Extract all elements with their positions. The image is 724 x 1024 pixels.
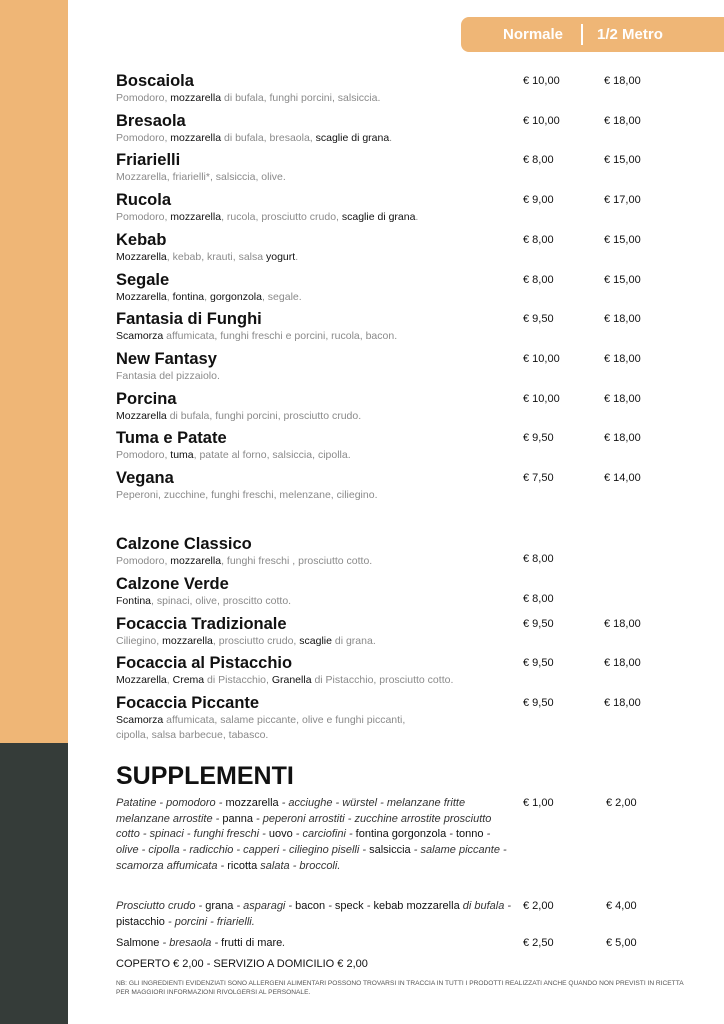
item-ingredients <box>116 673 516 688</box>
highlighted-ingredient: kebab <box>373 900 404 912</box>
menu-item <box>116 112 516 146</box>
item-name: New Fantasy <box>116 349 217 368</box>
item-ingredients <box>116 131 516 146</box>
ingredient-text: - acciughe - würstel - melanzane fritte melanzane arrostite - <box>116 797 466 825</box>
item-name: Focaccia Tradizionale <box>116 614 287 633</box>
ingredient-text: - peperoni arrostiti - zucchine arrostite prosciutto cotto - spinaci - funghi freschi - <box>116 812 492 841</box>
highlighted-ingredient: ricotta <box>227 859 258 872</box>
item-name: Calzone Classico <box>116 535 252 553</box>
supplement-group <box>116 899 516 930</box>
menu-item <box>116 694 516 743</box>
ingredient-text: di Pistacchio, <box>204 674 272 687</box>
highlighted-ingredient: Fontina <box>116 594 152 607</box>
highlighted-ingredient: mozzarella <box>170 211 222 224</box>
price-normal: € 9,50 <box>523 697 554 710</box>
highlighted-ingredient: Scamorza <box>116 330 164 343</box>
supplement-price-normal: € 2,00 <box>523 900 554 912</box>
highlighted-ingredient: Granella <box>271 674 312 687</box>
ingredient-text: - asparagi - <box>233 900 296 912</box>
item-name: Rucola <box>116 191 172 210</box>
supplement-price-half-meter: € 5,00 <box>606 937 637 949</box>
price-half-meter: € 15,00 <box>604 154 641 167</box>
highlighted-ingredient: Salmone <box>116 937 160 949</box>
highlighted-ingredient: frutti di mare <box>221 937 283 949</box>
item-ingredients <box>116 250 516 265</box>
highlighted-ingredient: gorgonzola <box>391 828 447 841</box>
highlighted-ingredient: Mozzarella <box>116 290 167 303</box>
price-half-meter: € 18,00 <box>604 352 641 365</box>
item-name: Kebab <box>116 230 167 249</box>
item-name: Bresaola <box>116 111 186 130</box>
highlighted-ingredient: Crema <box>172 674 205 687</box>
highlighted-ingredient: Mozzarella <box>116 674 167 687</box>
highlighted-ingredient: salsiccia <box>369 844 411 857</box>
menu-item <box>116 429 516 463</box>
ingredient-text: di Pistacchio, prosciutto cotto. <box>311 674 454 687</box>
price-normal: € 8,00 <box>523 273 554 286</box>
price-half-meter: € 18,00 <box>604 114 641 127</box>
ingredient-text: - bresaola - <box>159 937 222 949</box>
ingredient-text: Pomodoro, <box>116 449 171 462</box>
supplement-price-half-meter: € 2,00 <box>606 797 637 809</box>
ingredient-text: Ciliegino, <box>116 634 163 647</box>
price-normal: € 10,00 <box>523 75 560 87</box>
item-name: Focaccia Piccante <box>116 694 260 713</box>
price-normal: € 7,50 <box>523 472 554 484</box>
item-ingredients <box>116 448 516 463</box>
item-ingredients <box>116 369 516 384</box>
ingredient-text: di bufala, bresaola, <box>221 131 316 144</box>
ingredient-text: Pomodoro, <box>116 211 171 224</box>
highlighted-ingredient: scaglie <box>299 634 332 647</box>
price-half-meter: € 15,00 <box>604 273 641 286</box>
highlighted-ingredient: fontina <box>172 290 205 303</box>
highlighted-ingredient: tonno <box>455 828 484 841</box>
highlighted-ingredient: tuma <box>170 449 194 462</box>
item-name: Vegana <box>116 469 174 487</box>
menu-item <box>116 575 516 609</box>
ingredient-text: , <box>204 290 210 303</box>
item-ingredients <box>116 488 516 503</box>
highlighted-ingredient: speck <box>334 900 364 912</box>
menu-item <box>116 271 516 305</box>
ingredient-text: , spinaci, olive, proscitto cotto. <box>151 594 292 607</box>
price-normal: € 8,00 <box>523 233 554 246</box>
ingredient-text: Prosciutto crudo - <box>116 900 206 912</box>
item-name: Calzone Verde <box>116 574 229 593</box>
price-half-meter: € 18,00 <box>604 657 641 670</box>
price-half-meter: € 18,00 <box>604 75 641 87</box>
ingredient-text: Pomodoro, <box>116 131 171 144</box>
item-name: Tuma e Patate <box>116 429 227 448</box>
price-normal: € 8,00 <box>523 154 554 167</box>
header-half-meter-label: 1/2 Metro <box>597 26 663 43</box>
ingredient-text: salata - broccoli. <box>257 859 341 872</box>
ingredient-text: di bufala, funghi porcini, salsiccia. <box>221 92 381 104</box>
ingredient-text: . <box>415 211 419 224</box>
ingredient-text: Pomodoro, <box>116 92 171 104</box>
price-half-meter: € 18,00 <box>604 392 641 405</box>
menu-item <box>116 310 516 344</box>
highlighted-ingredient: Mozzarella <box>116 250 167 263</box>
highlighted-ingredient: Scamorza <box>116 714 164 727</box>
item-ingredients <box>116 170 516 185</box>
item-name: Fantasia di Funghi <box>116 310 262 329</box>
ingredient-text: . <box>282 937 286 949</box>
ingredient-text: . <box>389 131 393 144</box>
highlighted-ingredient: Mozzarella <box>116 409 167 422</box>
ingredient-text: , rucola, prosciutto crudo, <box>221 211 342 224</box>
item-ingredients <box>116 91 516 106</box>
price-normal: € 9,50 <box>523 617 554 630</box>
ingredient-text: - porcini - friarielli. <box>164 915 255 928</box>
ingredient-text: - <box>325 900 335 912</box>
highlighted-ingredient: scaglie di grana <box>315 131 390 144</box>
supplement-group <box>116 936 516 952</box>
item-ingredients <box>116 210 516 225</box>
allergen-note: NB: GLI INGREDIENTI EVIDENZIATI SONO ALLERGENI ALIMENTARI POSSONO TROVARSI IN TRACCIA IN TUTTI I PRODOTTI REALIZZATI ANCHE QUANDO NON PREVISTI IN RICETTA PER MAGGIORI INFORMAZIONI RIVOLGERSI AL PERSONALE. <box>116 980 684 996</box>
highlighted-ingredient: mozzarella <box>170 131 222 144</box>
side-dark-bar <box>0 743 68 1024</box>
menu-item <box>116 654 516 688</box>
item-name: Porcina <box>116 389 177 408</box>
ingredient-text: - <box>446 828 456 841</box>
price-normal: € 10,00 <box>523 352 560 365</box>
price-normal: € 9,50 <box>523 313 554 326</box>
supplement-price-normal: € 2,50 <box>523 937 554 949</box>
menu-item <box>116 151 516 185</box>
highlighted-ingredient: mozzarella <box>162 634 213 647</box>
cover-charge-text: COPERTO € 2,00 - SERVIZIO A DOMICILIO € 2,00 <box>116 958 368 970</box>
price-normal: € 9,50 <box>523 657 554 670</box>
item-ingredients <box>116 554 516 569</box>
ingredient-text: Fantasia del pizzaiolo. <box>116 369 220 382</box>
item-name: Focaccia al Pistacchio <box>116 654 293 673</box>
price-normal: € 9,00 <box>523 194 554 207</box>
menu-item <box>116 72 516 106</box>
supplement-group <box>116 796 514 875</box>
supplements-title: SUPPLEMENTI <box>116 762 294 790</box>
ingredient-text: , segale. <box>261 290 302 303</box>
item-ingredients <box>116 594 516 609</box>
highlighted-ingredient: mozzarella <box>170 92 222 104</box>
ingredient-text: Patatine - pomodoro - <box>116 797 226 809</box>
menu-item <box>116 191 516 225</box>
menu-item <box>116 615 516 649</box>
price-half-meter: € 18,00 <box>604 432 641 445</box>
price-half-meter: € 18,00 <box>604 617 641 630</box>
ingredient-text: Pomodoro, <box>116 555 171 567</box>
highlighted-ingredient: uovo <box>268 828 293 841</box>
price-normal: € 8,00 <box>523 553 554 565</box>
price-half-meter: € 17,00 <box>604 194 641 207</box>
price-normal: € 8,00 <box>523 592 554 605</box>
menu-item <box>116 535 516 569</box>
item-ingredients <box>116 634 516 649</box>
price-half-meter: € 15,00 <box>604 233 641 246</box>
ingredient-text: - <box>363 900 374 912</box>
ingredient-text: , funghi freschi , prosciutto cotto. <box>221 555 373 567</box>
header-divider <box>581 24 583 45</box>
menu-item <box>116 469 516 503</box>
highlighted-ingredient: pistacchio <box>116 915 165 928</box>
highlighted-ingredient: gorgonzola <box>210 290 262 303</box>
highlighted-ingredient: mozzarella <box>170 555 222 567</box>
menu-item <box>116 390 516 424</box>
ingredient-text: di grana. <box>331 634 376 647</box>
price-half-meter: € 14,00 <box>604 472 641 484</box>
side-accent-bar <box>0 0 68 743</box>
ingredient-text: di bufala, funghi porcini, prosciutto crudo. <box>166 409 362 422</box>
price-header-tab <box>461 17 724 52</box>
item-name: Segale <box>116 270 170 289</box>
ingredient-text: . <box>295 250 299 263</box>
ingredient-text: affumicata, salame piccante, olive e funghi piccanti, cipolla, salsa barbecue, tabasco. <box>116 714 406 742</box>
item-ingredients <box>116 409 516 424</box>
ingredient-text: affumicata, funghi freschi e porcini, rucola, bacon. <box>163 330 398 343</box>
supplement-price-half-meter: € 4,00 <box>606 900 637 912</box>
ingredient-text: - salame piccante - scamorza affumicata - <box>116 844 507 872</box>
highlighted-ingredient: fontina <box>355 828 389 841</box>
ingredient-text: Peperoni, zucchine, funghi freschi, melenzane, ciliegino. <box>116 489 378 501</box>
highlighted-ingredient: mozzarella <box>225 797 279 809</box>
ingredient-text: , kebab, krauti, salsa <box>166 250 266 263</box>
header-normal-label: Normale <box>503 26 564 43</box>
highlighted-ingredient: yogurt <box>266 250 296 263</box>
highlighted-ingredient: scaglie di grana <box>341 211 416 224</box>
menu-item <box>116 350 516 384</box>
ingredient-text: Mozzarella, friarielli*, salsiccia, olive. <box>116 171 286 184</box>
price-half-meter: € 18,00 <box>604 313 641 326</box>
item-ingredients <box>116 329 516 344</box>
ingredient-text: , <box>166 290 173 303</box>
ingredient-text: , patate al forno, salsiccia, cipolla. <box>193 449 351 462</box>
ingredient-text: - olive - cipolla - radicchio - capperi - ciliegino piselli - <box>116 828 491 857</box>
ingredient-text: , <box>166 674 173 687</box>
highlighted-ingredient: bacon <box>295 900 326 912</box>
price-normal: € 10,00 <box>523 114 560 127</box>
supplement-price-normal: € 1,00 <box>523 797 554 809</box>
item-name: Boscaiola <box>116 72 194 90</box>
ingredient-text: di bufala - <box>459 900 512 912</box>
price-half-meter: € 18,00 <box>604 697 641 710</box>
ingredient-text: , prosciutto crudo, <box>212 634 300 647</box>
price-normal: € 10,00 <box>523 392 560 405</box>
menu-item <box>116 231 516 265</box>
price-normal: € 9,50 <box>523 432 554 445</box>
item-ingredients <box>116 713 436 743</box>
highlighted-ingredient: mozzarella <box>406 900 460 912</box>
ingredient-text: - carciofini - <box>292 828 356 841</box>
item-name: Friarielli <box>116 151 181 170</box>
item-ingredients <box>116 290 516 305</box>
highlighted-ingredient: panna <box>222 812 253 825</box>
highlighted-ingredient: grana <box>205 900 234 912</box>
